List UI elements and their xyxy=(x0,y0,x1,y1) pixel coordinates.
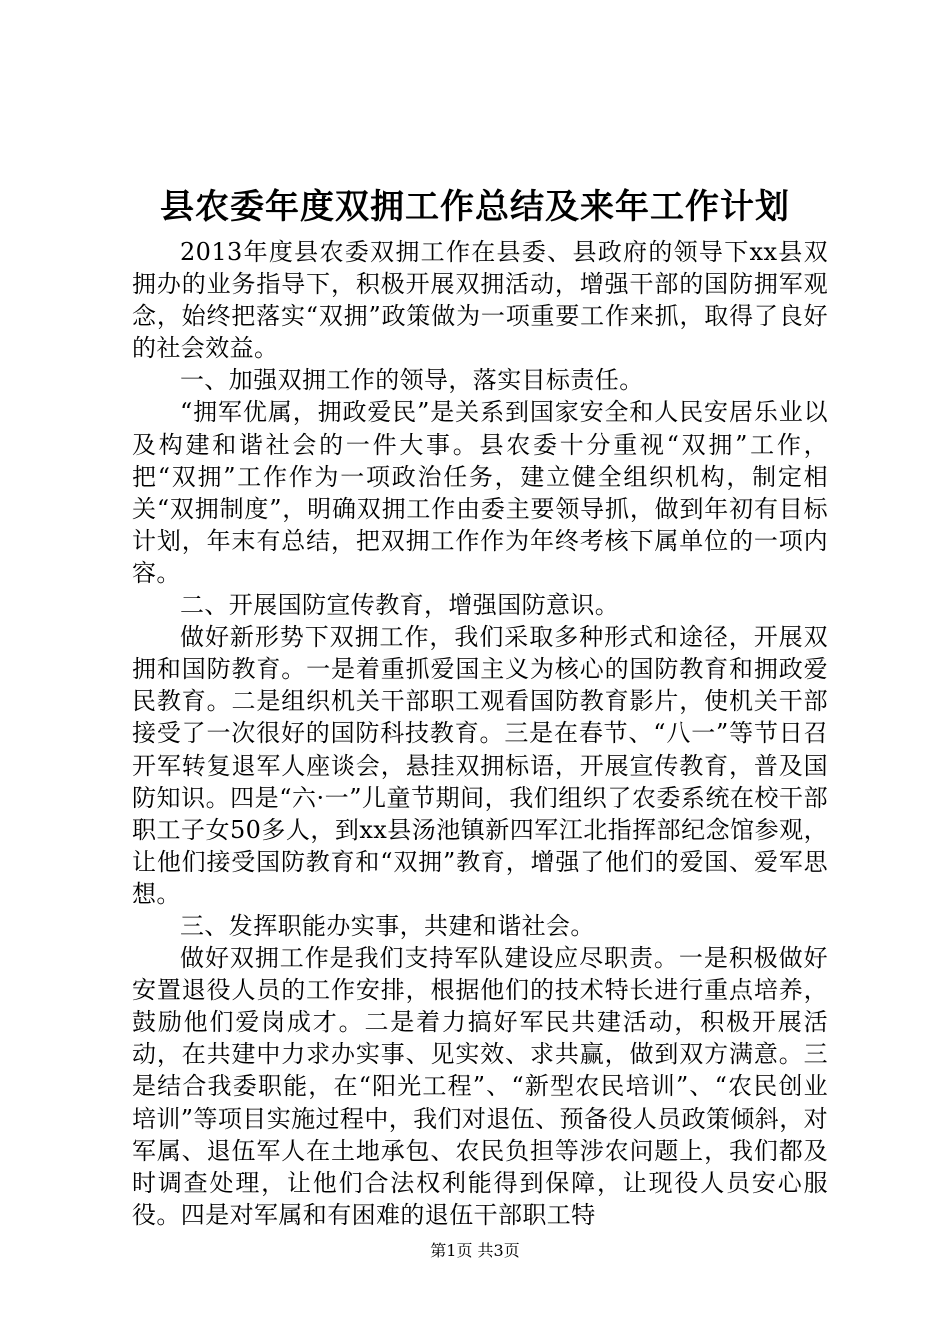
document-body xyxy=(132,236,828,1231)
paragraph-section-2: 做好新形势下双拥工作，我们采取多种形式和途径，开展双拥和国防教育。一是着重抓爱国主义为核心的国防教育和拥政爱民教育。二是组织机关干部职工观看国防教育影片，使机关干部接受了一次很好的国防科技教育。三是在春节、“八一”等节日召开军转复退军人座谈会，悬挂双拥标语，开展宣传教育，普及国防知识。四是“六·一”儿童节期间，我们组织了农委系统在校干部职工子女50多人，到xx县汤池镇新四军江北指挥部纪念馆参观，让他们接受国防教育和“双拥”教育，增强了他们的爱国、爱军思想。 xyxy=(132,623,828,908)
paragraph-intro: 2013年度县农委双拥工作在县委、县政府的领导下xx县双拥办的业务指导下，积极开展双拥活动，增强干部的国防拥军观念，始终把落实“双拥”政策做为一项重要工作来抓，取得了良好的社会效益。 xyxy=(132,238,828,363)
section-heading-2: 二、开展国防宣传教育，增强国防意识。 xyxy=(180,591,620,620)
paragraph-section-3: 做好双拥工作是我们支持军队建设应尽职责。一是积极做好安置退役人员的工作安排，根据他们的技术特长进行重点培养，鼓励他们爱岗成才。二是着力搞好军民共建活动，积极开展活动，在共建中力求办实事、见实效、求共赢，做到双方满意。三是结合我委职能，在“阳光工程”、“新型农民培训”、“农民创业培训”等项目实施过程中，我们对退伍、预备役人员政策倾斜，对军属、退伍军人在土地承包、农民负担等涉农问题上，我们都及时调查处理，让他们合法权利能得到保障，让现役人员安心服役。四是对军属和有困难的退伍干部职工特 xyxy=(132,944,828,1229)
section-heading-3: 三、发挥职能办实事，共建和谐社会。 xyxy=(180,911,595,940)
page-footer: 第1页 共3页 xyxy=(430,1241,520,1260)
paragraph-section-1: “拥军优属，拥政爱民”是关系到国家安全和人民安居乐业以及构建和谐社会的一件大事。县农委十分重视“双拥”工作，把“双拥”工作作为一项政治任务，建立健全组织机构，制定相关“双拥制度”，明确双拥工作由委主要领导抓，做到年初有目标计划，年末有总结，把双拥工作作为年终考核下属单位的一项内容。 xyxy=(132,398,828,587)
document-title: 县农委年度双拥工作总结及来年工作计划 xyxy=(160,187,790,227)
section-heading-1: 一、加强双拥工作的领导，落实目标责任。 xyxy=(180,366,644,395)
